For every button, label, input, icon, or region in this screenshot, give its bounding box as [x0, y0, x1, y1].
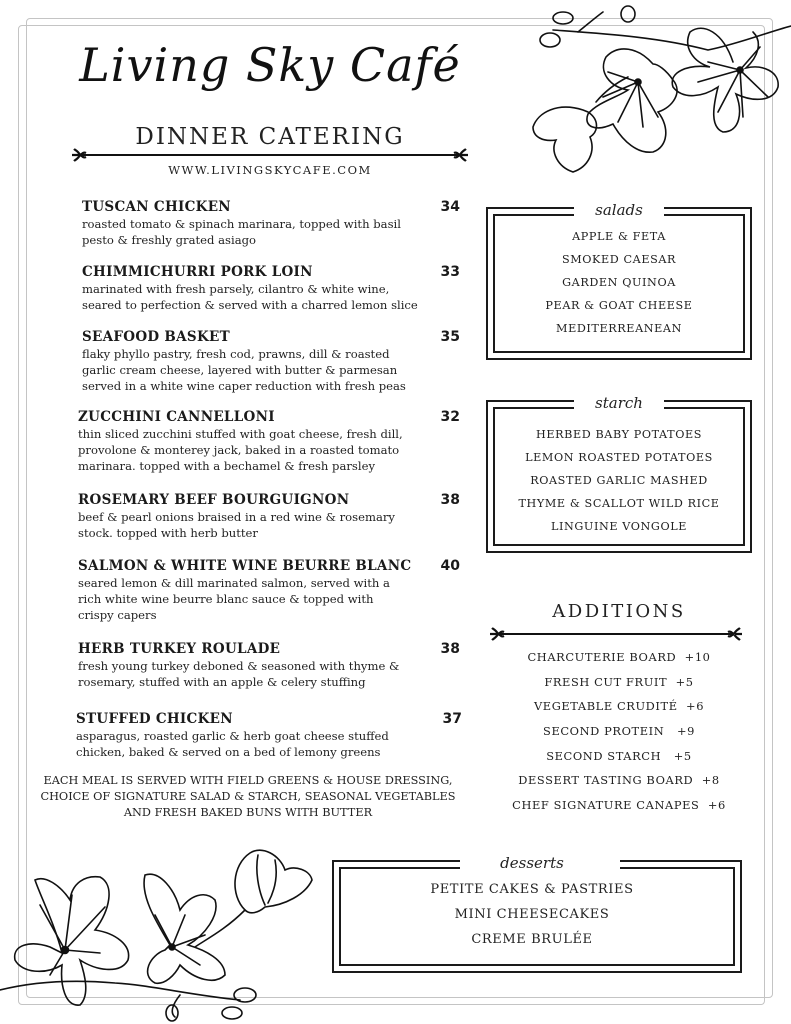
starch-item: LINGUINE VONGOLE	[550, 520, 688, 533]
starch-item: THYME & SCALLOT WILD RICE	[518, 497, 720, 510]
addition-item: VEGETABLE CRUDITÉ +6	[533, 699, 705, 714]
dish-name: CHIMMICHURRI PORK LOIN	[82, 264, 313, 280]
dish-name: SEAFOOD BASKET	[82, 329, 230, 345]
dish-item	[78, 641, 460, 690]
addition-item: CHARCUTERIE BOARD +10	[527, 650, 711, 664]
dish-item	[76, 711, 462, 760]
salad-item: MEDITERREANEAN	[556, 322, 682, 335]
dish-price: 34	[440, 199, 460, 215]
dish-name: ZUCCHINI CANNELLONI	[78, 409, 275, 425]
addition-item: DESSERT TASTING BOARD +8	[518, 773, 720, 788]
floral-branch-icon	[0, 835, 320, 1024]
dish-item	[78, 558, 460, 623]
addition-item: SECOND PROTEIN +9	[543, 724, 695, 739]
dish-item	[82, 264, 460, 313]
dish-description: flaky phyllo pastry, fresh cod, prawns, dill & roasted garlic cream cheese, layered with butter & parmesan served in a white wine caper reduction with fresh peas	[82, 347, 406, 393]
addition-item: SECOND STARCH +5	[546, 748, 692, 763]
salad-item: APPLE & FETA	[572, 230, 666, 243]
website-url[interactable]: WWW.LIVINGSKYCAFE.COM	[168, 163, 372, 177]
dessert-item: CREME BRULÉE	[471, 932, 593, 947]
starch-item: LEMON ROASTED POTATOES	[525, 451, 713, 464]
salad-item: SMOKED CAESAR	[561, 253, 677, 266]
dish-price: 35	[440, 329, 460, 345]
dish-item	[78, 409, 460, 474]
header-divider	[70, 148, 470, 162]
dish-name: STUFFED CHICKEN	[76, 711, 233, 727]
dish-price: 33	[440, 264, 460, 280]
salad-item: GARDEN QUINOA	[562, 276, 676, 289]
dish-description: fresh young turkey deboned & seasoned with thyme & rosemary, stuffed with an apple & celery stuffing	[78, 659, 400, 689]
dish-description: thin sliced zucchini stuffed with goat cheese, fresh dill, provolone & monterey jack, baked in a roasted tomato marinara. topped with a bechamel & fresh parsley	[78, 427, 403, 473]
dish-price: 38	[440, 641, 460, 657]
dish-name: HERB TURKEY ROULADE	[78, 641, 281, 657]
floral-branch-icon	[478, 2, 791, 192]
desserts-box	[332, 854, 742, 973]
dish-name: TUSCAN CHICKEN	[82, 199, 231, 215]
salad-item: PEAR & GOAT CHEESE	[545, 299, 693, 312]
starch-item: ROASTED GARLIC MASHED	[530, 474, 708, 487]
dish-price: 37	[442, 711, 462, 727]
additions-divider	[488, 627, 744, 641]
dish-description: seared lemon & dill marinated salmon, served with a rich white wine beurre blanc sauce & topped with crispy capers	[78, 576, 390, 622]
addition-item: FRESH CUT FRUIT +5	[544, 674, 694, 689]
salads-label: salads	[595, 201, 643, 219]
dish-item	[82, 329, 460, 394]
dish-description: asparagus, roasted garlic & herb goat cheese stuffed chicken, baked & served on a bed of lemony greens	[76, 729, 389, 759]
fleur-ornament-left-icon	[70, 148, 94, 162]
dish-description: marinated with fresh parsely, cilantro & white wine, seared to perfection & served with a charred lemon slice	[82, 282, 418, 312]
dessert-item: MINI CHEESECAKES	[454, 907, 610, 922]
fleur-ornament-right-icon	[720, 627, 744, 641]
addition-item: CHEF SIGNATURE CANAPES +6	[512, 798, 726, 813]
dish-item	[78, 492, 460, 541]
additions-list	[488, 650, 750, 823]
fleur-ornament-right-icon	[446, 148, 470, 162]
starch-label: starch	[595, 394, 643, 412]
dish-name: SALMON & WHITE WINE BEURRE BLANC	[78, 558, 412, 574]
meal-inclusions-note: EACH MEAL IS SERVED WITH FIELD GREENS & HOUSE DRESSING, CHOICE OF SIGNATURE SALAD & STARCH, SEASONAL VEGETABLES AND FRESH BAKED BUNS WITH BUTTER	[40, 774, 456, 819]
cafe-title: Living Sky Café	[79, 38, 461, 92]
dish-name: ROSEMARY BEEF BOURGUIGNON	[78, 492, 350, 508]
dish-item	[82, 199, 460, 248]
additions-title: ADDITIONS	[552, 601, 686, 622]
fleur-ornament-left-icon	[488, 627, 512, 641]
starch-box	[486, 394, 752, 553]
dessert-item: PETITE CAKES & PASTRIES	[430, 882, 634, 897]
menu-subtitle: DINNER CATERING	[135, 124, 405, 150]
starch-item: HERBED BABY POTATOES	[535, 428, 702, 441]
dish-price: 40	[440, 558, 460, 574]
desserts-label: desserts	[500, 854, 564, 872]
dish-description: beef & pearl onions braised in a red wine & rosemary stock. topped with herb butter	[78, 510, 395, 540]
salads-box	[486, 201, 752, 360]
dish-description: roasted tomato & spinach marinara, topped with basil pesto & freshly grated asiago	[82, 217, 401, 247]
dish-price: 38	[440, 492, 460, 508]
dish-price: 32	[440, 409, 460, 425]
